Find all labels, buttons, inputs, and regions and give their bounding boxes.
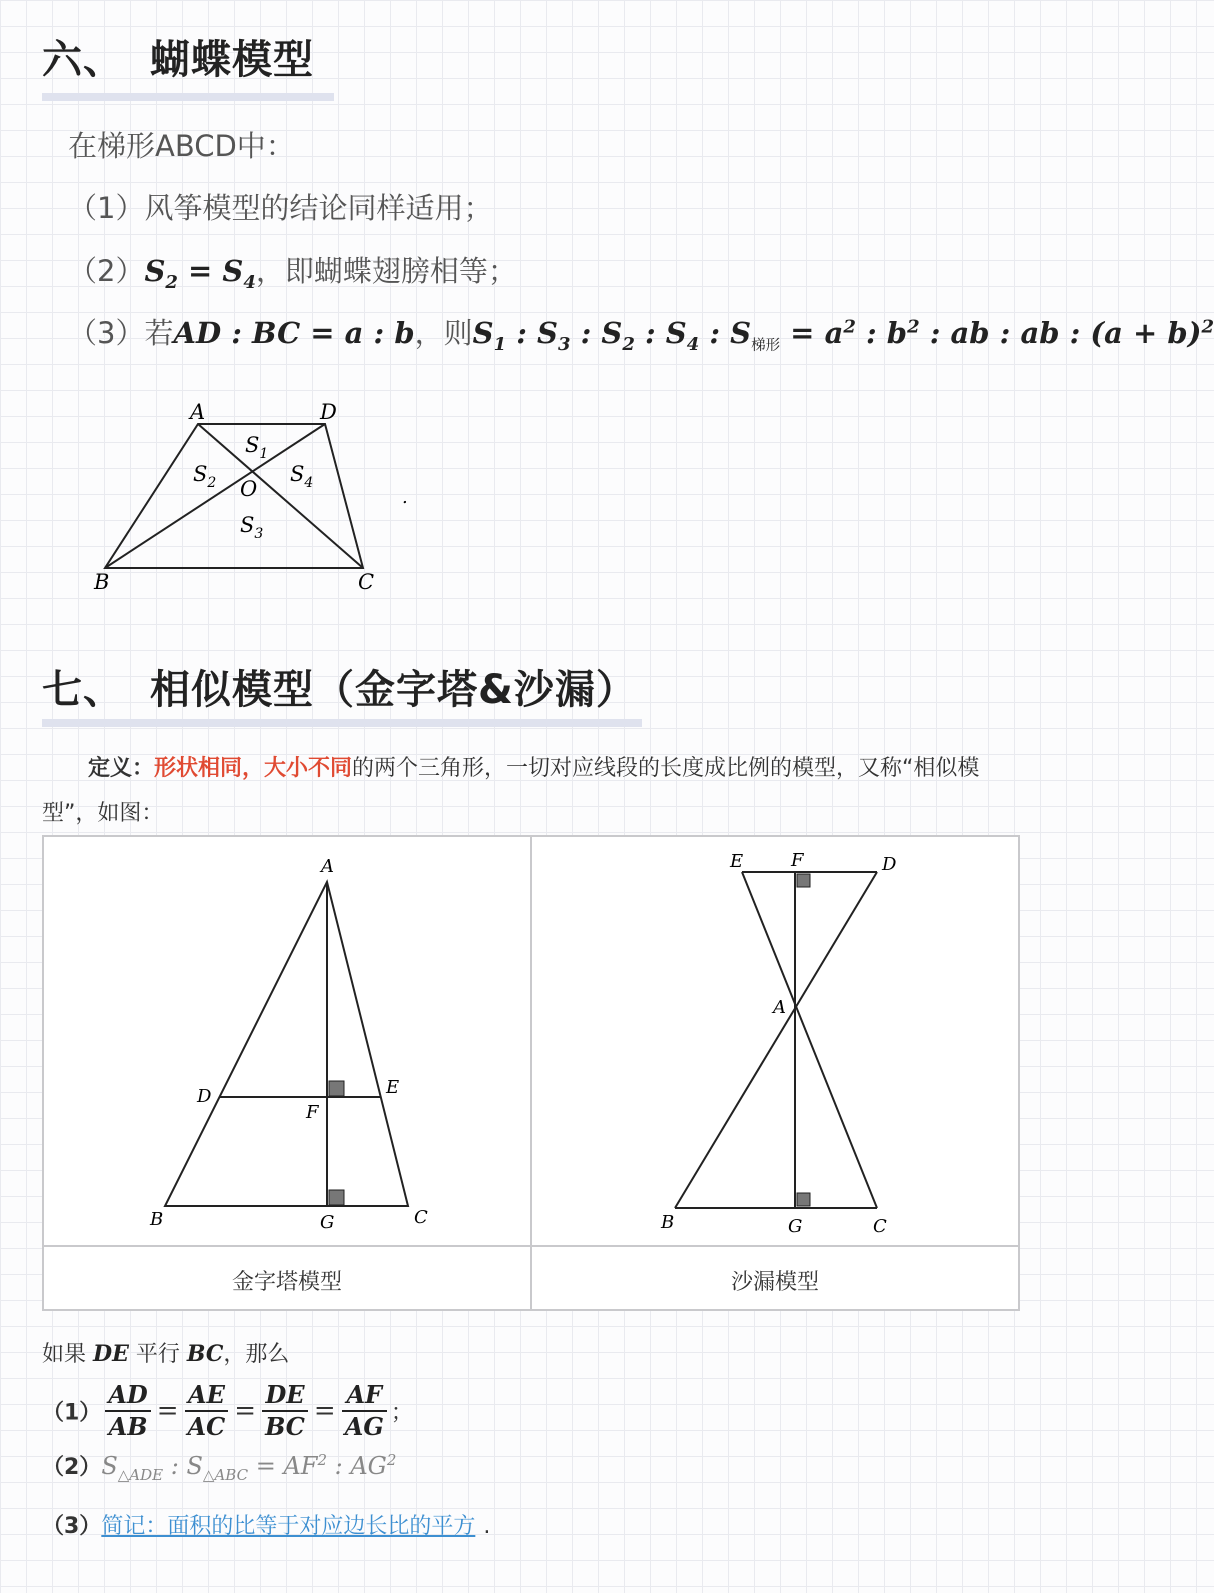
condition-suffix: ，那么 <box>223 1342 290 1367</box>
section-7-heading <box>42 658 637 715</box>
hourglass-label-d: D <box>882 854 897 875</box>
formula-3-number: （3） <box>42 1514 102 1539</box>
section-6-heading <box>42 28 314 85</box>
section-7-underline <box>42 719 642 727</box>
condition-segment-bc: BC <box>186 1341 224 1367</box>
item-2-text: ，即蝴蝶翅膀相等； <box>255 254 517 288</box>
definition-paragraph <box>42 746 1032 836</box>
pyramid-model-figure <box>44 837 530 1245</box>
pyramid-label-f: F <box>306 1102 319 1123</box>
vertex-label-d: D <box>320 400 337 424</box>
right-angle-marker-g2 <box>797 1193 810 1206</box>
pyramid-triangle <box>165 882 408 1206</box>
fraction-ad-ab: $\frac{AD}{AB}$ <box>105 1380 150 1442</box>
section-6-number: 六、 <box>42 37 124 83</box>
pyramid-label-e: E <box>386 1077 400 1098</box>
section-7-number: 七、 <box>42 667 124 713</box>
trapezoid-outline <box>105 424 363 568</box>
item-2-formula: $S_2 = S_4$ <box>144 254 256 293</box>
fraction-af-ag: $\frac{AF}{AG}$ <box>342 1380 387 1442</box>
fraction-de-bc: $\frac{DE}{BC}$ <box>262 1380 308 1442</box>
definition-highlight: 形状相同，大小不同 <box>154 756 353 781</box>
condition-prefix: 如果 <box>42 1342 87 1367</box>
caption-hourglass-model: 沙漏模型 <box>730 1270 819 1295</box>
table-divider-horizontal <box>44 1245 1018 1247</box>
vertex-label-b: B <box>94 570 110 594</box>
area-label-s1: $S_1$ <box>245 433 269 462</box>
hourglass-label-a: A <box>773 997 786 1018</box>
right-angle-marker-g <box>329 1190 344 1205</box>
item-3 <box>68 311 1214 355</box>
formula-2-number: （2） <box>42 1455 102 1480</box>
pyramid-label-a: A <box>321 856 334 877</box>
hourglass-label-f: F <box>791 850 804 871</box>
condition-line <box>42 1337 289 1368</box>
area-label-s3: $S_3$ <box>240 513 264 542</box>
diagonal-ac <box>198 424 363 568</box>
item-3-if: 若 <box>144 316 174 350</box>
item-1-number: （1） <box>68 191 145 225</box>
formula-3-end: . <box>483 1514 491 1539</box>
right-angle-marker-f2 <box>797 874 810 887</box>
item-2 <box>68 249 517 293</box>
diagonal-bd <box>105 424 325 568</box>
fraction-ae-ac: $\frac{AE}{AC}$ <box>185 1380 229 1442</box>
condition-parallel: 平行 <box>135 1342 180 1367</box>
pyramid-label-c: C <box>414 1207 428 1228</box>
hourglass-label-c: C <box>873 1216 887 1237</box>
right-angle-marker-f <box>329 1081 344 1096</box>
definition-text: 的两个三角形，一切对应线段的长度成比例的模型，又称“相似模型”，如图： <box>42 756 980 826</box>
center-label-o: O <box>240 477 258 501</box>
item-3-then: ，则 <box>414 316 473 350</box>
formula-2 <box>42 1450 396 1484</box>
vertex-label-a: A <box>190 400 206 424</box>
area-label-s4: $S_4$ <box>290 462 314 491</box>
item-3-number: （3） <box>68 316 145 350</box>
condition-segment-de: DE <box>93 1341 129 1367</box>
formula-1: （1） $\frac{AD}{AB}$ = $\frac{AE}{AC}$ = $\frac{DE}{BC}$ = $\frac{AF}{AG}$ ； <box>42 1380 413 1441</box>
hourglass-label-g: G <box>788 1216 803 1237</box>
similarity-figures-table <box>42 835 1020 1311</box>
area-label-s2: $S_2$ <box>193 462 217 491</box>
vertex-label-c: C <box>358 570 375 594</box>
butterfly-trapezoid-figure <box>80 395 440 605</box>
pyramid-label-g: G <box>320 1212 335 1233</box>
caption-pyramid-model: 金字塔模型 <box>231 1270 342 1295</box>
section-6-title: 蝴蝶模型 <box>150 37 314 83</box>
definition-label: 定义： <box>88 756 155 781</box>
formula-3 <box>42 1509 490 1540</box>
item-2-number: （2） <box>68 254 145 288</box>
formula-1-number: （1） <box>42 1400 102 1426</box>
hourglass-line-db <box>675 872 877 1208</box>
item-3-formula: $S_1$ : $S_3$ : $S_2$ : $S_4$ : $S_{梯形} = a^2$ : $b^2$ : ab : ab : $(a + b)^2$ <box>472 316 1214 355</box>
trapezoid-intro: 在梯形ABCD中： <box>68 129 295 163</box>
hourglass-model-figure <box>532 837 1018 1245</box>
item-3-ratio: AD : BC = a : b <box>173 316 415 350</box>
hourglass-label-e: E <box>730 851 744 872</box>
trailing-dot: . <box>402 487 408 508</box>
hourglass-label-b: B <box>661 1212 675 1233</box>
hourglass-line-ec <box>742 872 877 1208</box>
summary-note-link[interactable]: 简记：面积的比等于对应边长比的平方 <box>101 1514 476 1539</box>
pyramid-label-b: B <box>150 1209 164 1230</box>
section-7-title: 相似模型（金字塔&沙漏） <box>150 667 637 713</box>
item-1 <box>68 186 492 227</box>
item-1-text: 风筝模型的结论同样适用； <box>144 191 493 225</box>
formula-2-expression: $S_{\triangle ADE}$ : $S_{\triangle ABC} = AF^2$ : $AG^2$ <box>101 1451 397 1484</box>
pyramid-label-d: D <box>197 1086 212 1107</box>
section-6-underline <box>42 93 334 101</box>
